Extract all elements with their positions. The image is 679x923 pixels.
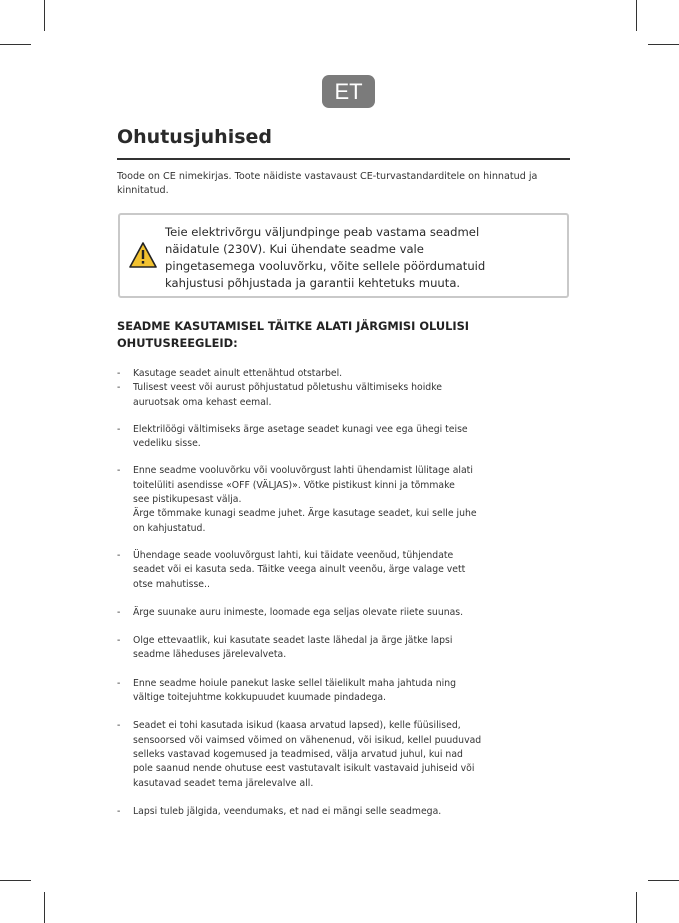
rule-line: vedeliku sisse. xyxy=(133,438,201,450)
list-item xyxy=(117,423,577,452)
rule-line: pole saanud nende ohutuse eest vastutavalt isikult vastavaid juhiseid või xyxy=(133,763,475,775)
rule-line: Enne seadme vooluvõrku või vooluvõrgust lahti ühendamist lülitage alati xyxy=(133,465,473,477)
bullet: - xyxy=(117,677,121,689)
rule-line: Ärge suunake auru inimeste, loomade ega seljas olevate riiete suunas. xyxy=(133,606,464,618)
rule-line: otse mahutisse.. xyxy=(133,578,210,590)
bullet: - xyxy=(117,465,121,477)
rule-line: selleks vastavad kogemused ja teadmised, välja arvatud juhul, kui nad xyxy=(133,748,463,760)
list-item xyxy=(117,634,577,663)
list-item xyxy=(117,805,577,819)
crop-mark xyxy=(636,0,637,31)
crop-mark xyxy=(636,892,637,923)
warning-box xyxy=(118,213,569,298)
warning-line: Teie elektrivõrgu väljundpinge peab vastama seadmel xyxy=(165,225,480,239)
intro-paragraph: Toode on CE nimekirjas. Toote näidiste vastavaust CE-turvastandarditele on hinnatud ja kinnitatud. xyxy=(117,171,538,196)
bullet: - xyxy=(117,635,121,647)
list-item xyxy=(117,719,577,790)
bullet: - xyxy=(117,720,121,732)
crop-mark xyxy=(44,892,45,923)
warning-line: näidatule (230V). Kui ühendate seadme vale xyxy=(165,242,424,256)
rule-line: see pistikupesast välja. xyxy=(133,494,242,506)
rule-line: sensoorsed või vaimsed võimed on vähenenud, või isikud, kellel puuduvad xyxy=(133,734,482,746)
rule-line: vältige toitejuhtme kokkupuudet kuumade pindadega. xyxy=(133,692,386,704)
warning-text xyxy=(165,224,560,292)
list-item xyxy=(117,367,577,381)
rule-line: Ühendage seade vooluvõrgust lahti, kui täidate veenõud, tühjendate xyxy=(133,549,454,561)
rule-line: Lapsi tuleb jälgida, veendumaks, et nad ei mängi selle seadmega. xyxy=(133,805,442,817)
rule-line: Tulisest veest või aurust põhjustatud põletushu vältimiseks hoidke xyxy=(133,382,442,394)
crop-mark xyxy=(0,44,31,45)
language-badge: ET xyxy=(322,75,375,108)
rule-line: Elektrilöögi vältimiseks ärge asetage seadet kunagi vee ega ühegi teise xyxy=(133,423,468,435)
bullet: - xyxy=(117,368,121,379)
rule-line: Ärge tõmmake kunagi seadme juhet. Ärge kasutage seadet, kui selle juhe xyxy=(133,508,477,520)
warning-line: kahjustusi põhjustada ja garantii kehtetuks muuta. xyxy=(165,276,461,290)
list-item xyxy=(117,549,577,592)
rule-line: auruotsak oma kehast eemal. xyxy=(133,396,272,408)
crop-mark xyxy=(44,0,45,31)
crop-mark xyxy=(648,880,679,881)
crop-mark xyxy=(0,880,31,881)
rule-line: kasutavad seadet tema järelevalve all. xyxy=(133,777,314,789)
bullet: - xyxy=(117,805,121,817)
warning-line: pingetasemega vooluvõrku, võite sellele pöördumatuid xyxy=(165,259,486,273)
rule-line: seadet või ei kasuta seda. Täitke veega ainult veenõu, ärge valage vett xyxy=(133,564,466,576)
section-heading: SEADME KASUTAMISEL TÄITKE ALATI JÄRGMISI OLULISI OHUTUSREEGLEID: xyxy=(117,319,470,350)
title-divider xyxy=(117,158,570,160)
bullet: - xyxy=(117,606,121,618)
bullet: - xyxy=(117,423,121,435)
rule-line: Enne seadme hoiule panekut laske sellel täielikult maha jahtuda ning xyxy=(133,677,456,689)
rule-line: toitelüliti asendisse «OFF (VÄLJAS)». Võtke pistikust kinni ja tõmmake xyxy=(133,479,455,491)
rule-line: Kasutage seadet ainult ettenähtud otstarbel. xyxy=(133,368,343,379)
warning-triangle-icon xyxy=(129,242,157,268)
page-title: Ohutusjuhised xyxy=(117,126,272,148)
list-item xyxy=(117,677,577,706)
list-item xyxy=(117,606,577,620)
bullet: - xyxy=(117,382,121,394)
safety-rules-list xyxy=(117,367,577,819)
rule-line: on kahjustatud. xyxy=(133,522,206,534)
list-item xyxy=(117,464,577,535)
list-item xyxy=(117,381,577,410)
rule-line: Seadet ei tohi kasutada isikud (kaasa arvatud lapsed), kelle füüsilised, xyxy=(133,720,461,732)
crop-mark xyxy=(648,44,679,45)
bullet: - xyxy=(117,549,121,561)
rule-line: Olge ettevaatlik, kui kasutate seadet laste lähedal ja ärge jätke lapsi xyxy=(133,635,453,647)
rule-line: seadme läheduses järelevalveta. xyxy=(133,649,287,661)
